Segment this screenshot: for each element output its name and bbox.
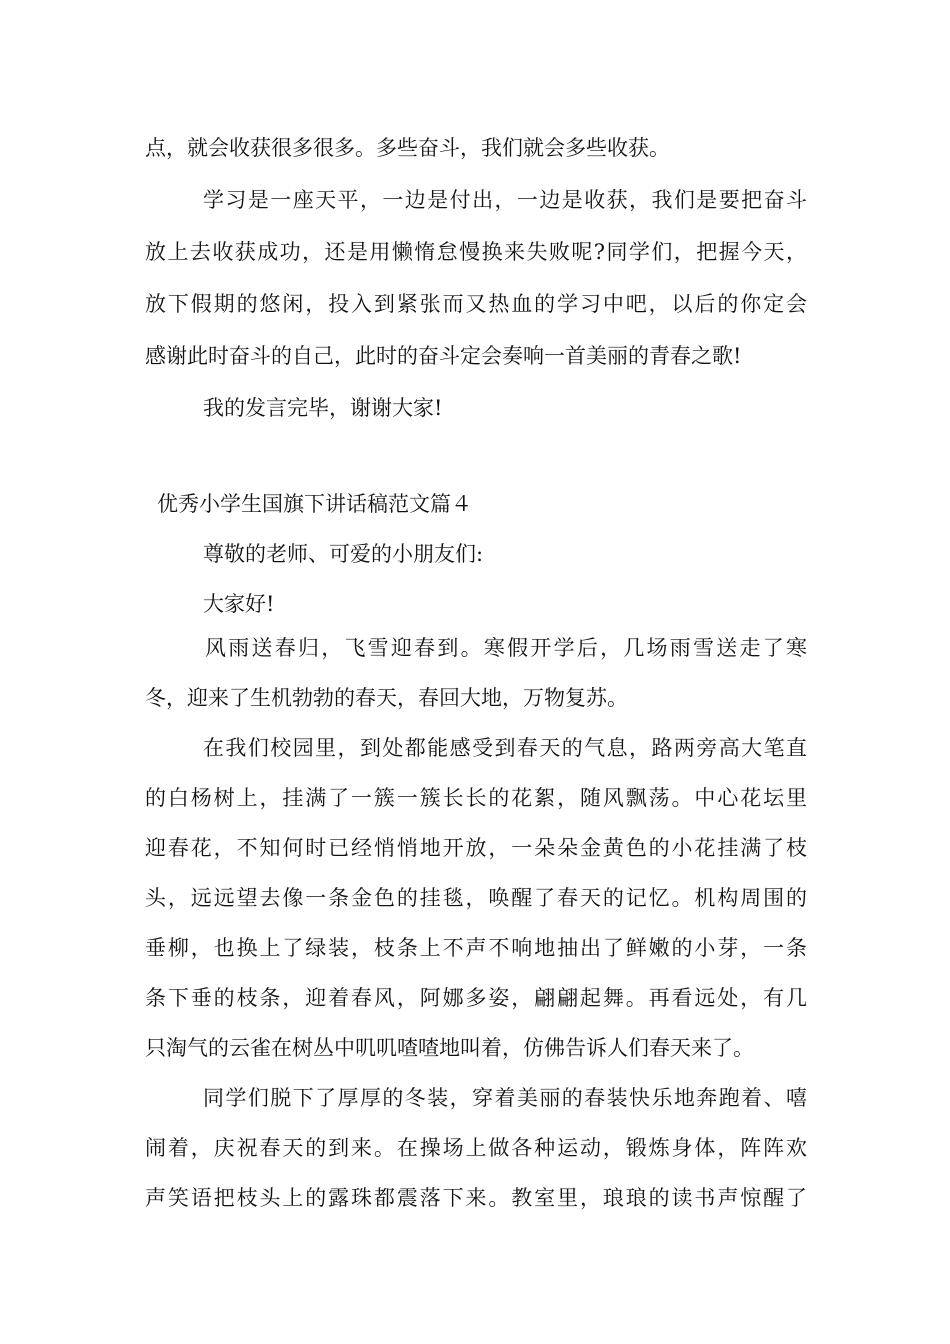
text-line: 放上去收获成功，还是用懒惰怠慢换来失败呢?同学们，把握今天， (145, 240, 807, 264)
section-heading: 优秀小学生国旗下讲话稿范文篇４ (157, 492, 472, 516)
text-line: 放下假期的悠闲，投入到紧张而又热血的学习中吧，以后的你定会 (145, 292, 807, 316)
text-line: 冬，迎来了生机勃勃的春天，春回大地，万物复苏。 (145, 686, 628, 710)
text-line: 的白杨树上，挂满了一簇一簇长长的花絮，随风飘荡。中心花坛里 (145, 786, 807, 810)
greeting-line: 大家好! (203, 592, 275, 616)
text-line: 闹着，庆祝春天的到来。在操场上做各种运动，锻炼身体，阵阵欢 (145, 1136, 807, 1160)
text-line: 在我们校园里，到处都能感受到春天的气息，路两旁高大笔直 (203, 736, 807, 760)
text-line: 垂柳，也换上了绿装，枝条上不声不响地抽出了鲜嫩的小芽，一条 (145, 936, 807, 960)
text-line: 学习是一座天平，一边是付出，一边是收获，我们是要把奋斗 (203, 188, 807, 212)
text-line: 声笑语把枝头上的露珠都震落下来。教室里，琅琅的读书声惊醒了 (145, 1186, 807, 1210)
text-line: 同学们脱下了厚厚的冬装，穿着美丽的春装快乐地奔跑着、嘻 (203, 1086, 807, 1110)
text-line: 只淘气的云雀在树丛中叽叽喳喳地叫着，仿佛告诉人们春天来了。 (145, 1036, 754, 1060)
greeting-line: 尊敬的老师、可爱的小朋友们: (203, 542, 484, 566)
text-line: 条下垂的枝条，迎着春风，阿娜多姿，翩翩起舞。再看远处，有几 (145, 986, 807, 1010)
text-line: 迎春花，不知何时已经悄悄地开放，一朵朵金黄色的小花挂满了枝 (145, 836, 807, 860)
text-line: 我的发言完毕，谢谢大家! (203, 396, 443, 420)
text-line: 头，远远望去像一条金色的挂毯，唤醒了春天的记忆。机构周围的 (145, 886, 807, 910)
text-line: 点，就会收获很多很多。多些奋斗，我们就会多些收获。 (145, 136, 670, 160)
text-line: 风雨送春归，飞雪迎春到。寒假开学后，几场雨雪送走了寒 (205, 636, 807, 660)
text-line: 感谢此时奋斗的自己，此时的奋斗定会奏响一首美丽的青春之歌! (145, 344, 742, 368)
